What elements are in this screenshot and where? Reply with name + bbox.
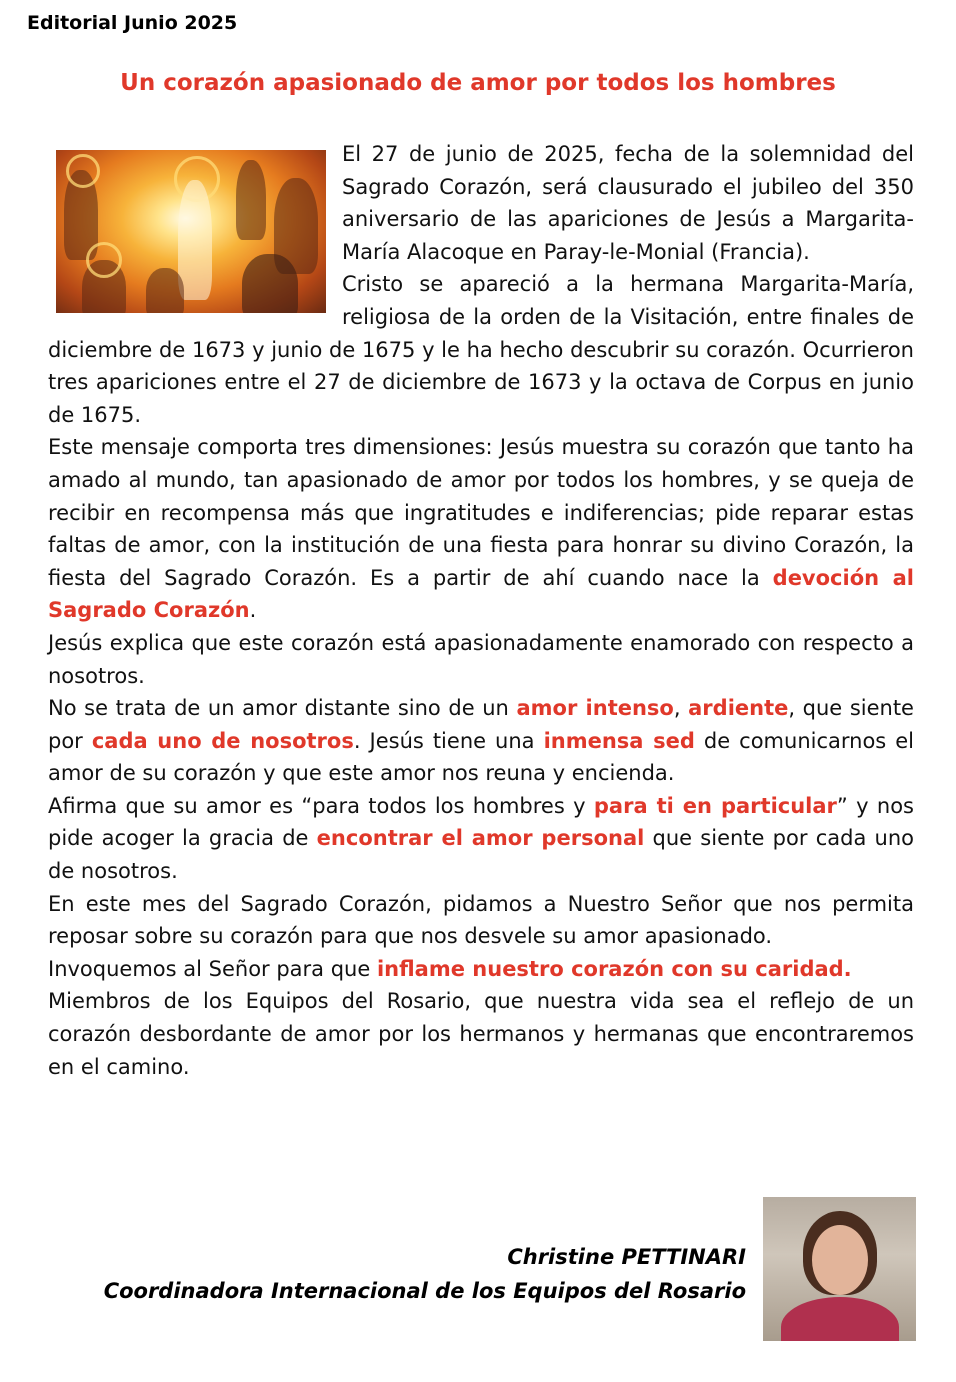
signature-role: Coordinadora Internacional de los Equipos del Rosario [103, 1279, 746, 1303]
highlighted-phrase: encontrar el amor personal [316, 826, 645, 851]
signature-block [104, 1240, 746, 1308]
signature-name: Christine PETTINARI [507, 1245, 746, 1269]
article-paragraph [48, 953, 914, 986]
article-paragraph [48, 627, 914, 692]
paragraph-text: Jesús explica que este corazón está apasionadamente enamorado con respecto a nosotros. [48, 630, 914, 688]
paragraph-text: . [249, 598, 257, 623]
page-title: Un corazón apasionado de amor por todos los hombres [120, 70, 836, 96]
highlighted-phrase: amor intenso [516, 696, 674, 721]
paragraph-text: En este mes del Sagrado Corazón, pidamos a Nuestro Señor que nos permita reposar sobre su corazón para que nos desvele su amor apasionado. [48, 891, 914, 949]
paragraph-text: No se trata de un amor distante sino de un [48, 696, 517, 721]
article-paragraph [48, 888, 914, 953]
highlighted-phrase: devoción al Sagrado Corazón [48, 565, 914, 623]
article-paragraph [48, 790, 914, 888]
paragraph-text: . Jesús tiene una [353, 728, 544, 753]
paragraph-text: de comunicarnos el amor de su corazón y que este amor nos reuna y encienda. [48, 728, 915, 786]
paragraph-text: que siente por cada uno de nosotros. [48, 826, 914, 884]
paragraph-text: , [673, 696, 689, 721]
highlighted-phrase: inmensa sed [543, 728, 695, 753]
paragraph-text: Invoquemos al Señor para que [48, 956, 377, 981]
paragraph-text: El 27 de junio de 2025, fecha de la solemnidad del Sagrado Corazón, será clausurado el jubileo del 350 aniversario de las apariciones de Jesús a Margarita-María Alacoque en Paray-le-Monial (Francia). [342, 142, 914, 264]
author-portrait-photo [763, 1197, 916, 1341]
editorial-date-label: Editorial Junio 2025 [27, 12, 238, 34]
article-paragraph [48, 985, 914, 1083]
paragraph-text: Este mensaje comporta tres dimensiones: Jesús muestra su corazón que tanto ha amado al mundo, tan apasionado de amor por todos los hombres, y se queja de recibir en recompensa más que ingratitudes e indiferencias; pide reparar estas faltas de amor, con la institución de una fiesta para honrar su divino Corazón, la fiesta del Sagrado Corazón. Es a partir de ahí cuando nace la [48, 435, 914, 590]
sacred-heart-apparition-image [56, 150, 326, 313]
paragraph-text: , que siente por [48, 696, 914, 753]
article-body [48, 138, 914, 1083]
paragraph-text: ” y nos pide acoger la gracia de [48, 793, 914, 851]
paragraph-text: Afirma que su amor es “para todos los hombres y [48, 793, 594, 818]
highlighted-phrase: cada uno de nosotros [91, 728, 354, 753]
highlighted-phrase: ardiente [688, 696, 789, 721]
article-paragraph [48, 692, 914, 790]
paragraph-text: Cristo se apareció a la hermana Margarita-María, religiosa de la orden de la Visitación, entre finales de diciembre de 1673 y junio de 1675 y le ha hecho descubrir su corazón. Ocurrieron tres apariciones entre el 27 de diciembre de 1673 y la octava de Corpus en junio de 1675. [48, 272, 914, 427]
article-paragraph [48, 431, 914, 627]
highlighted-phrase: para ti en particular [593, 793, 837, 818]
highlighted-phrase: inflame nuestro corazón con su caridad. [376, 956, 852, 981]
paragraph-text: Miembros de los Equipos del Rosario, que nuestra vida sea el reflejo de un corazón desbordante de amor por los hermanos y hermanas que encontraremos en el camino. [48, 989, 914, 1079]
